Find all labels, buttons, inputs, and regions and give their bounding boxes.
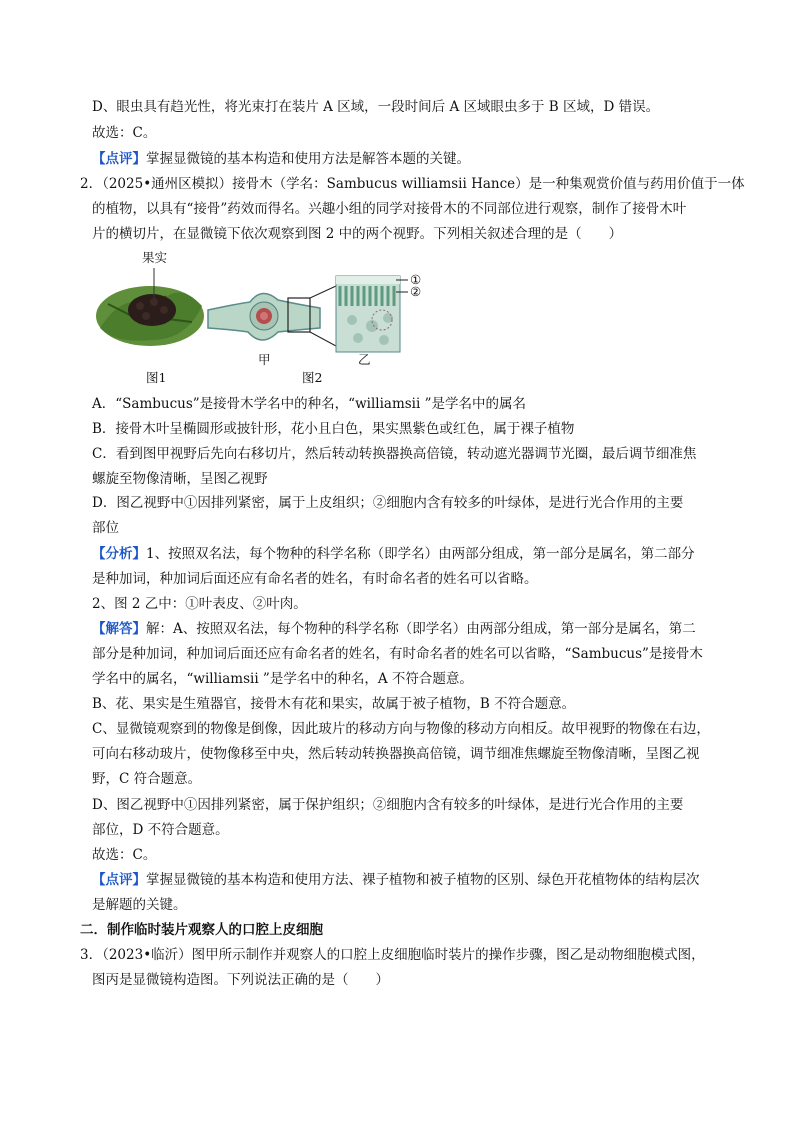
text-line: 的植物，以具有“接骨”药效而得名。兴趣小组的同学对接骨木的不同部位进行观察，制作了接骨木叶 [92, 201, 687, 217]
text-line: 学名中的属名，“williamsii ”是学名中的种名，A 不符合题意。 [92, 671, 473, 687]
elderberry-photo [96, 268, 204, 346]
text-line: D、眼虫具有趋光性，将光束打在装片 A 区域，一段时间后 A 区域眼虫多于 B 区域，D 错误。 [92, 99, 660, 115]
analysis-text: 1、按照双名法，每个物种的科学名称（即学名）由两部分组成，第一部分是属名，第二部分 [146, 546, 695, 562]
label-marker-2: ② [410, 284, 422, 299]
text-line: 部分是种加词，种加词后面还应有命名者的姓名，有时命名者的姓名可以省略，“Sambucus”是接骨木 [92, 646, 703, 662]
label-fig1: 图1 [146, 370, 167, 385]
text-line: 片的横切片，在显微镜下依次观察到图 2 中的两个视野。下列相关叙述合理的是（ ） [92, 226, 623, 242]
text-line: 野，C 符合题意。 [92, 771, 202, 787]
analysis-tag: 【分析】 [92, 546, 146, 562]
text-line: 部位 [92, 520, 119, 536]
leaf-section-yi [336, 276, 408, 352]
comment-line [92, 150, 470, 168]
comment-text: 掌握显微镜的基本构造和使用方法是解答本题的关键。 [146, 151, 470, 167]
text-line: 是解题的关键。 [92, 897, 187, 913]
label-marker-1: ① [410, 272, 422, 287]
text-line: 螺旋至物像清晰，呈图乙视野 [92, 471, 268, 487]
text-line: 2、图 2 乙中：①叶表皮、②叶肉。 [92, 596, 307, 612]
text-line: 故选：C。 [92, 125, 157, 141]
text-line: C、显微镜观察到的物像是倒像，因此玻片的移动方向与物像的移动方向相反。故甲视野的物像在右边， [92, 721, 710, 737]
text-line: 图丙是显微镜构造图。下列说法正确的是（ ） [92, 972, 389, 988]
answer-tag: 【解答】 [92, 621, 146, 637]
option-d: D．图乙视野中①因排列紧密，属于上皮组织；②细胞内含有较多的叶绿体，是进行光合作用的主要 [92, 495, 684, 511]
comment-tag: 【点评】 [92, 151, 146, 167]
option-b: B．接骨木叶呈椭圆形或披针形，花小且白色，果实黑紫色或红色，属于裸子植物 [92, 421, 575, 437]
comment-text: 掌握显微镜的基本构造和使用方法、裸子植物和被子植物的区别、绿色开花植物体的结构层次 [146, 872, 700, 888]
figure-leaf-sections [96, 248, 436, 386]
section-heading: 二．制作临时装片观察人的口腔上皮细胞 [80, 922, 323, 938]
text-line: 故选：C。 [92, 847, 157, 863]
comment-tag: 【点评】 [92, 872, 146, 888]
label-jia: 甲 [258, 352, 271, 367]
text-line: D、图乙视野中①因排列紧密，属于保护组织；②细胞内含有较多的叶绿体，是进行光合作用的主要 [92, 797, 684, 813]
leaf-section-jia [208, 286, 336, 346]
text-line: 部位，D 不符合题意。 [92, 822, 229, 838]
text-line: 可向右移动玻片，使物像移至中央，然后转动转换器换高倍镜，调节细准焦螺旋至物像清晰，呈图乙视 [92, 746, 700, 762]
option-a: A．“Sambucus”是接骨木学名中的种名，“williamsii ”是学名中的属名 [92, 396, 527, 412]
analysis-line [92, 545, 695, 563]
label-fruit: 果实 [142, 250, 168, 265]
option-c: C．看到图甲视野后先向右移切片，然后转动转换器换高倍镜，转动遮光器调节光圈，最后调节细准焦 [92, 446, 697, 462]
label-fig2: 图2 [302, 370, 323, 385]
question-3-stem: 3．（2023•临沂）图甲所示制作并观察人的口腔上皮细胞临时装片的操作步骤，图乙是动物细胞模式图， [80, 947, 705, 963]
text-line: 是种加词，种加词后面还应有命名者的姓名，有时命名者的姓名可以省略。 [92, 571, 538, 587]
question-2-stem: 2．（2025•通州区模拟）接骨木（学名：Sambucus williamsii Hance）是一种集观赏价值与药用价值于一体 [80, 176, 745, 192]
label-yi: 乙 [358, 352, 371, 367]
answer-line [92, 620, 696, 638]
comment-line [92, 871, 700, 889]
text-line: B、花、果实是生殖器官，接骨木有花和果实，故属于被子植物，B 不符合题意。 [92, 696, 576, 712]
answer-text: 解：A、按照双名法，每个物种的科学名称（即学名）由两部分组成，第一部分是属名，第二 [146, 621, 696, 637]
